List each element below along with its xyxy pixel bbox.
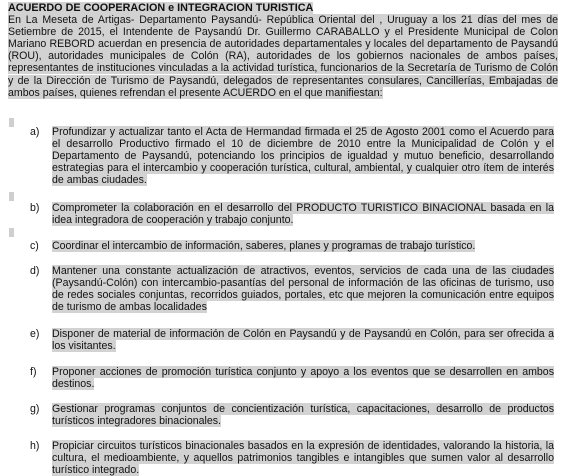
list-text: Coordinar el intercambio de información, saberes, planes y programas de trabajo turístico. bbox=[52, 240, 476, 252]
list-item-g bbox=[30, 403, 554, 427]
paragraph-mark bbox=[9, 192, 14, 201]
list-item-f bbox=[30, 366, 554, 390]
list-item-a bbox=[30, 126, 554, 186]
document-page bbox=[8, 2, 558, 99]
document-title: ACUERDO DE COOPERACION e INTEGRACION TURISTICA bbox=[8, 2, 314, 14]
list-letter: e) bbox=[30, 328, 40, 340]
list-letter: f) bbox=[30, 366, 37, 378]
list-text: Proponer acciones de promoción turística conjunto y apoyo a los eventos que se desarrollen en ambos destinos. bbox=[52, 366, 554, 391]
list-letter: h) bbox=[30, 440, 40, 452]
list-letter: c) bbox=[30, 240, 39, 252]
list-text: Mantener una constante actualización de atractivos, eventos, servicios de cada una de las ciudades (Paysandú-Colón) con intercambio-pasantías del personal de información de las oficinas de turismo, uso de redes sociales conjuntas, recorridos guiados, portales, etc que mejoren la comunicación entre equipos de turismo de ambas localidades bbox=[52, 265, 554, 314]
list-letter: a) bbox=[30, 126, 40, 138]
paragraph-mark bbox=[9, 228, 14, 237]
paragraph-mark bbox=[9, 118, 14, 127]
list-item-b bbox=[30, 202, 554, 226]
list-letter: b) bbox=[30, 202, 40, 214]
list-item-d bbox=[30, 265, 554, 313]
list-text: Propiciar circuitos turísticos binacionales basados en la expresión de identidades, valorando la historia, la cultura, el medioambiente, y aquellos patrimonios tangibles e intangibles que sumen valor al desarrollo turístico integrado. bbox=[52, 440, 554, 476]
list-text: Gestionar programas conjuntos de concientización turística, capacitaciones, desarrollo de productos turísticos integradores binacionales. bbox=[52, 403, 554, 428]
list-item-e bbox=[30, 328, 554, 352]
list-item-c bbox=[30, 240, 554, 252]
list-text: Profundizar y actualizar tanto el Acta de Hermandad firmada el 25 de Agosto 2001 como el Acuerdo para el desarrollo Productivo firmado el 10 de diciembre de 2010 entre la Municipalidad de Colón y el Departamento de Paysandú, potenciando los principios de igualdad y mutuo beneficio, desarrollando estrategias para el intercambio y cooperación turística, cultural, ambiental, y cualquier otro ítem de interés de ambas ciudades. bbox=[52, 126, 554, 187]
list-letter: d) bbox=[30, 265, 40, 277]
list-letter: g) bbox=[30, 403, 40, 415]
intro-paragraph: En La Meseta de Artigas- Departamento Paysandú- República Oriental del , Uruguay a los 21 días del mes de Setiembre de 2015, el Intendente de Paysandú Dr. Guillermo CARABALLO y el Presidente Municipal de Colon Mariano REBORD acuerdan en presencia de autoridades departamentales y locales del departamento de Paysandú (ROU), autoridades municipales de Colón (RA), autoridades de los gobiernos nacionales de ambos países, representantes de instituciones vinculadas a la actividad turística, funcionarios de la Secretaría de Turismo de Colón y de la Dirección de Turismo de Paysandú, delegados de representantes consulares, Cancillerías, Embajadas de ambos países, quienes refrendan el presente ACUERDO en el que manifiestan: bbox=[8, 14, 558, 99]
list-item-h bbox=[30, 440, 554, 476]
list-text: Disponer de material de información de Colón en Paysandú y de Paysandú en Colón, para ser ofrecida a los visitantes. bbox=[52, 328, 554, 353]
list-text: Comprometer la colaboración en el desarrollo del PRODUCTO TURISTICO BINACIONAL basada en la idea integradora de cooperación y trabajo conjunto. bbox=[52, 202, 554, 227]
